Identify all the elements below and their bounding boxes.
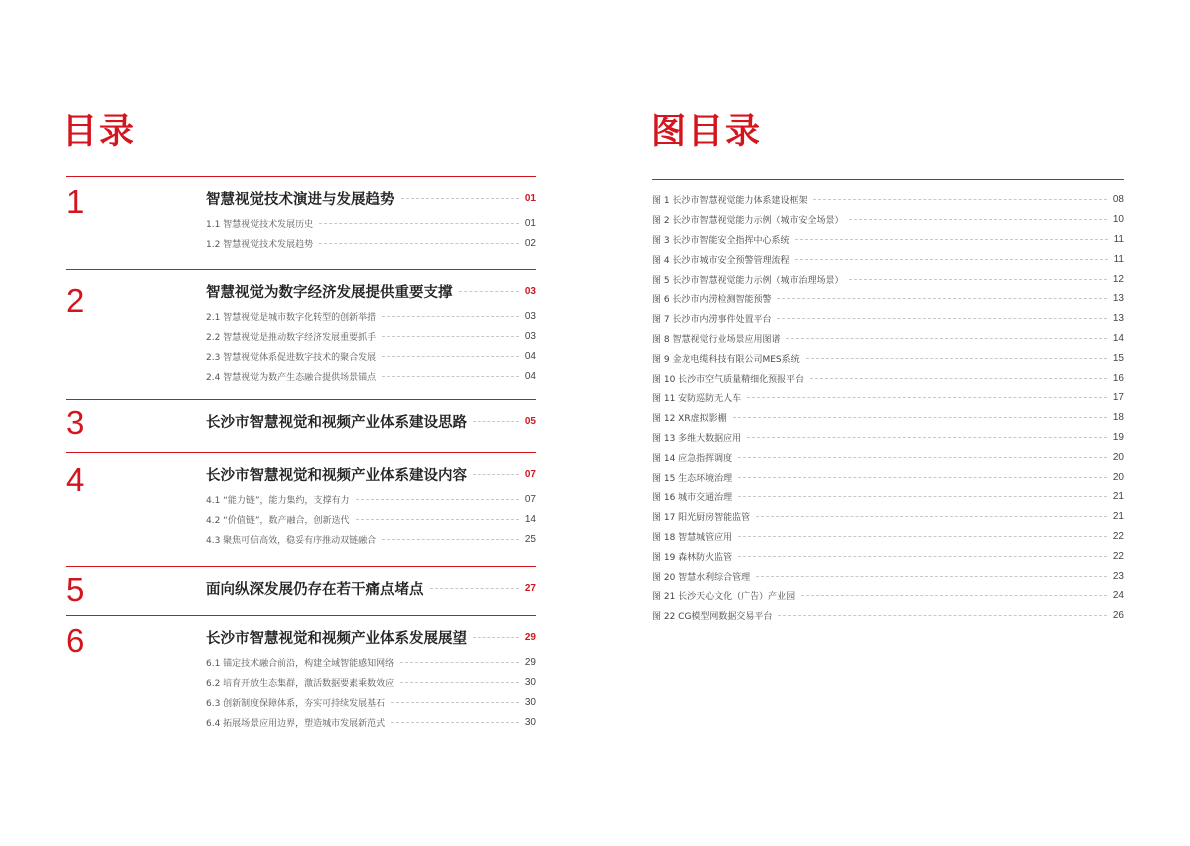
figure-entry[interactable] <box>652 467 1124 487</box>
page-number: 18 <box>1112 412 1124 424</box>
toc-subsection[interactable] <box>206 529 536 549</box>
dotted-leader <box>738 556 1107 557</box>
toc-section-heading[interactable] <box>206 459 536 489</box>
page-number: 01 <box>524 217 536 229</box>
entry-title: 图 3 长沙市智能安全指挥中心系统 <box>652 235 790 246</box>
dotted-leader <box>738 457 1107 458</box>
dotted-leader <box>778 615 1106 616</box>
toc-section <box>66 566 536 615</box>
figure-entry[interactable] <box>652 546 1124 566</box>
dotted-leader <box>849 219 1106 220</box>
page-number: 30 <box>524 676 536 688</box>
dotted-leader <box>738 496 1107 497</box>
dotted-leader <box>813 199 1106 200</box>
page-number: 20 <box>1112 471 1124 483</box>
entry-title: 图 1 长沙市智慧视觉能力体系建设框架 <box>652 196 808 207</box>
entry-title: 图 12 XR虚拟影棚 <box>652 414 727 425</box>
entry-title: 4.2 “价值链”，数产融合，创新迭代 <box>206 515 350 526</box>
entry-title: 图 13 多维大数据应用 <box>652 433 742 444</box>
page-number: 22 <box>1112 530 1124 542</box>
dotted-leader <box>382 336 519 337</box>
toc-subsection[interactable] <box>206 346 536 366</box>
figure-entry[interactable] <box>652 606 1124 626</box>
entry-title: 2.3 智慧视觉体系促进数字技术的聚合发展 <box>206 352 377 363</box>
entry-title: 智慧视觉技术演进与发展趋势 <box>206 191 395 208</box>
page-number: 07 <box>524 468 536 480</box>
dotted-leader <box>319 243 519 244</box>
toc-subsection[interactable] <box>206 672 536 692</box>
page-number: 29 <box>524 656 536 668</box>
entry-title: 图 17 阳光厨房智能监管 <box>652 513 751 524</box>
dotted-leader <box>756 576 1107 577</box>
page-number: 11 <box>1113 253 1124 265</box>
page-number: 03 <box>524 330 536 342</box>
figure-entry[interactable] <box>652 289 1124 309</box>
toc-subsection[interactable] <box>206 213 536 233</box>
page-number: 21 <box>1112 491 1124 503</box>
page-number: 21 <box>1112 511 1124 523</box>
page-number: 30 <box>524 696 536 708</box>
figure-entry[interactable] <box>652 210 1124 230</box>
toc-section-heading[interactable] <box>206 406 536 436</box>
entry-title: 图 20 智慧水利综合管理 <box>652 572 751 583</box>
dotted-leader <box>747 437 1107 438</box>
entry-title: 面向纵深发展仍存在若干痛点堵点 <box>206 581 424 598</box>
entry-title: 2.1 智慧视觉是城市数字化转型的创新举措 <box>206 312 377 323</box>
entry-title: 图 14 应急指挥调度 <box>652 453 733 464</box>
page-number: 12 <box>1112 273 1124 285</box>
dotted-leader <box>473 474 519 475</box>
dotted-leader <box>382 356 519 357</box>
page-number: 04 <box>524 370 536 382</box>
entry-title: 6.3 创新制度保障体系，夯实可持续发展基石 <box>206 698 386 709</box>
dotted-leader <box>382 539 519 540</box>
toc-subsection[interactable] <box>206 233 536 253</box>
entry-title: 图 2 长沙市智慧视觉能力示例（城市安全场景） <box>652 216 844 227</box>
dotted-leader <box>747 397 1107 398</box>
entry-title: 图 8 智慧视觉行业场景应用图谱 <box>652 334 781 345</box>
figure-entry[interactable] <box>652 527 1124 547</box>
figure-entry[interactable] <box>652 388 1124 408</box>
page-number: 20 <box>1112 451 1124 463</box>
section-number: 4 <box>66 461 85 498</box>
dotted-leader <box>738 536 1107 537</box>
page-number: 08 <box>1112 194 1124 206</box>
dotted-leader <box>319 223 519 224</box>
entry-title: 6.4 拓展场景应用边界，塑造城市发展新范式 <box>206 718 386 729</box>
entry-title: 长沙市智慧视觉和视频产业体系建设思路 <box>206 414 467 431</box>
toc-section-heading[interactable] <box>206 183 536 213</box>
toc-subsection[interactable] <box>206 366 536 386</box>
figure-entry[interactable] <box>652 368 1124 388</box>
figure-list <box>652 179 1124 626</box>
page-number: 05 <box>524 415 536 427</box>
entry-title: 图 9 金龙电缆科技有限公司MES系统 <box>652 354 800 365</box>
dotted-leader <box>795 259 1107 260</box>
figure-entry[interactable] <box>652 230 1124 250</box>
toc-subsection[interactable] <box>206 692 536 712</box>
page-number: 07 <box>524 493 536 505</box>
dotted-leader <box>777 298 1106 299</box>
dotted-leader <box>795 239 1107 240</box>
page-number: 04 <box>524 350 536 362</box>
entry-title: 图 18 智慧城管应用 <box>652 532 733 543</box>
entry-title: 图 10 长沙市空气质量精细化预报平台 <box>652 374 805 385</box>
dotted-leader <box>756 516 1107 517</box>
section-number: 2 <box>66 282 85 319</box>
entry-title: 图 5 长沙市智慧视觉能力示例（城市治理场景） <box>652 275 844 286</box>
entry-title: 图 15 生态环境治理 <box>652 473 733 484</box>
entry-title: 图 6 长沙市内涝检测智能预警 <box>652 295 772 306</box>
toc-section-heading[interactable] <box>206 276 536 306</box>
page-number: 15 <box>1112 352 1124 364</box>
dotted-leader <box>849 279 1106 280</box>
figure-entry[interactable] <box>652 249 1124 269</box>
toc-subsection[interactable] <box>206 712 536 732</box>
entry-title: 2.2 智慧视觉是推动数字经济发展重要抓手 <box>206 332 377 343</box>
figure-entry[interactable] <box>652 348 1124 368</box>
entry-title: 图 4 长沙市城市安全预警管理流程 <box>652 255 790 266</box>
toc-subsection[interactable] <box>206 489 536 509</box>
page-number: 10 <box>1112 214 1124 226</box>
dotted-leader <box>382 316 519 317</box>
section-number: 3 <box>66 404 85 441</box>
toc-subsection[interactable] <box>206 306 536 326</box>
page-number: 29 <box>524 631 536 643</box>
page-number: 30 <box>524 716 536 728</box>
toc-section <box>66 176 536 269</box>
toc-section-heading[interactable] <box>206 622 536 652</box>
dotted-leader <box>401 198 519 199</box>
toc-subsection[interactable] <box>206 509 536 529</box>
page-number: 11 <box>1113 233 1124 245</box>
figure-entry[interactable] <box>652 408 1124 428</box>
toc-subsection[interactable] <box>206 326 536 346</box>
dotted-leader <box>473 637 519 638</box>
dotted-leader <box>738 477 1107 478</box>
figure-entry[interactable] <box>652 507 1124 527</box>
figure-entry[interactable] <box>652 190 1124 210</box>
dotted-leader <box>400 682 519 683</box>
entry-title: 4.1 “能力链”，能力集约，支撑有力 <box>206 495 350 506</box>
figure-entry[interactable] <box>652 309 1124 329</box>
dotted-leader <box>777 318 1106 319</box>
page-number: 19 <box>1112 431 1124 443</box>
figure-list-title: 图目录 <box>651 112 763 152</box>
entry-title: 2.4 智慧视觉为数产生态融合提供场景锚点 <box>206 372 377 383</box>
toc-section <box>66 269 536 399</box>
page-number: 01 <box>524 192 536 204</box>
figure-entry[interactable] <box>652 428 1124 448</box>
dotted-leader <box>459 291 519 292</box>
table-of-contents <box>66 176 536 736</box>
section-number: 5 <box>66 571 85 608</box>
entry-title: 图 7 长沙市内涝事件处置平台 <box>652 315 772 326</box>
dotted-leader <box>382 376 519 377</box>
page-number: 27 <box>524 582 536 594</box>
dotted-leader <box>356 499 519 500</box>
section-number: 6 <box>66 622 85 659</box>
toc-section-heading[interactable] <box>206 573 536 603</box>
page-number: 13 <box>1112 293 1124 305</box>
toc-subsection[interactable] <box>206 652 536 672</box>
entry-title: 智慧视觉为数字经济发展提供重要支撑 <box>206 284 453 301</box>
page-number: 26 <box>1112 610 1124 622</box>
entry-title: 图 22 CG模型网数据交易平台 <box>652 612 773 623</box>
section-number: 1 <box>66 183 85 220</box>
entry-title: 图 21 长沙天心文化（广告）产业园 <box>652 592 796 603</box>
entry-title: 4.3 聚焦可信高效，稳妥有序推动双链融合 <box>206 535 377 546</box>
page-number: 22 <box>1112 550 1124 562</box>
page-number: 03 <box>524 285 536 297</box>
figure-entry[interactable] <box>652 269 1124 289</box>
dotted-leader <box>391 722 519 723</box>
toc-section <box>66 399 536 452</box>
dotted-leader <box>391 702 519 703</box>
page-number: 17 <box>1112 392 1124 404</box>
dotted-leader <box>473 421 519 422</box>
figure-entry[interactable] <box>652 487 1124 507</box>
page-number: 14 <box>524 513 536 525</box>
entry-title: 图 16 城市交通治理 <box>652 493 733 504</box>
dotted-leader <box>430 588 519 589</box>
entry-title: 1.2 智慧视觉技术发展趋势 <box>206 239 314 250</box>
dotted-leader <box>786 338 1106 339</box>
dotted-leader <box>733 417 1107 418</box>
page-number: 13 <box>1112 313 1124 325</box>
figure-entry[interactable] <box>652 447 1124 467</box>
toc-section <box>66 615 536 735</box>
entry-title: 长沙市智慧视觉和视频产业体系建设内容 <box>206 467 467 484</box>
dotted-leader <box>356 519 519 520</box>
page-number: 03 <box>524 310 536 322</box>
entry-title: 图 11 安防巡防无人车 <box>652 394 742 405</box>
page-number: 16 <box>1112 372 1124 384</box>
page-number: 25 <box>524 533 536 545</box>
page-number: 24 <box>1112 590 1124 602</box>
figure-entry[interactable] <box>652 586 1124 606</box>
dotted-leader <box>801 595 1107 596</box>
entry-title: 图 19 森林防火监管 <box>652 552 733 563</box>
toc-section <box>66 452 536 566</box>
figure-entry[interactable] <box>652 566 1124 586</box>
entry-title: 6.2 培育开放生态集群，激活数据要素乘数效应 <box>206 678 395 689</box>
page-number: 14 <box>1112 332 1124 344</box>
entry-title: 1.1 智慧视觉技术发展历史 <box>206 219 314 230</box>
page-number: 02 <box>524 237 536 249</box>
entry-title: 6.1 锚定技术融合前沿，构建全域智能感知网络 <box>206 658 395 669</box>
entry-title: 长沙市智慧视觉和视频产业体系发展展望 <box>206 630 467 647</box>
figure-entry[interactable] <box>652 329 1124 349</box>
page-number: 23 <box>1112 570 1124 582</box>
dotted-leader <box>400 662 519 663</box>
toc-title: 目录 <box>62 112 137 152</box>
dotted-leader <box>806 358 1107 359</box>
dotted-leader <box>810 378 1107 379</box>
